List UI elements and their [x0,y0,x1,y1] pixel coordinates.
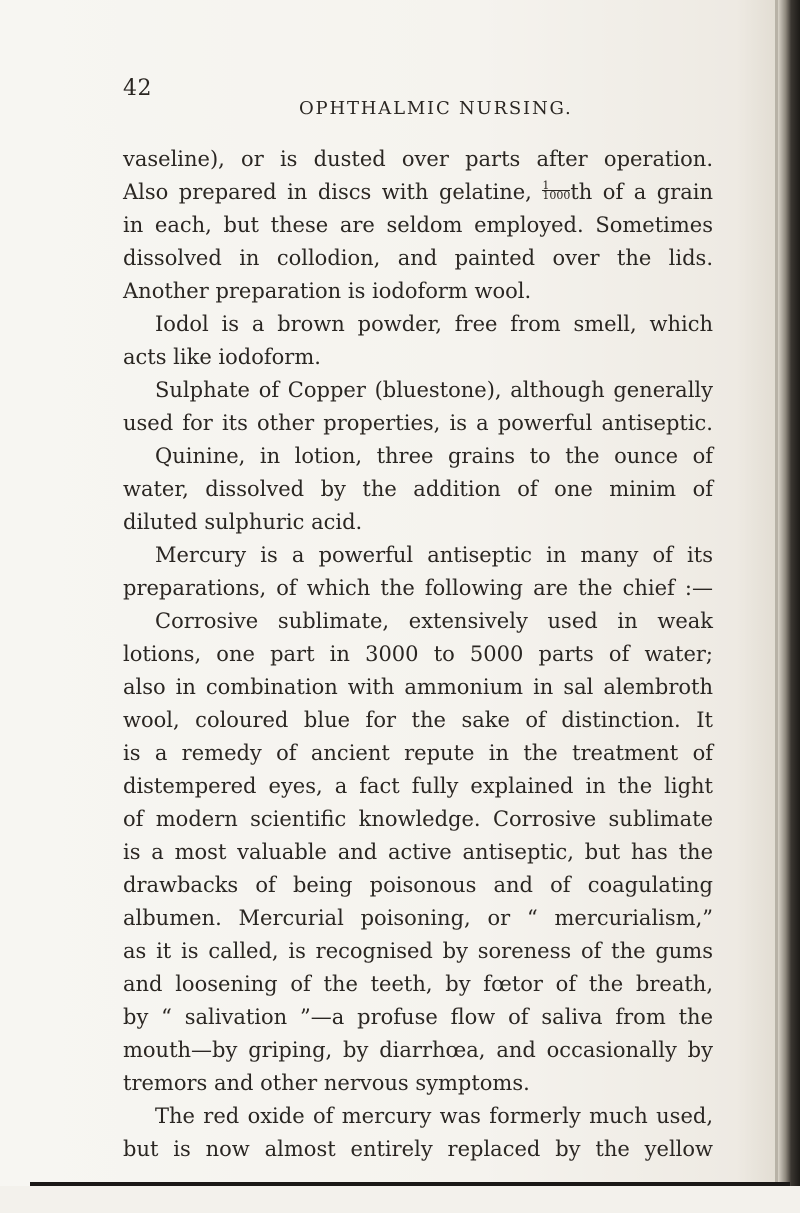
text-line: wool, coloured blue for the sake of distinction. It [123,708,713,732]
fraction-denominator: 1000 [542,189,571,202]
text-line: in each, but these are seldom employed. Sometimes [123,213,713,237]
text-line: but is now almost entirely replaced by the yellow [123,1137,713,1161]
text-line: is a most valuable and active antiseptic, but has the [123,840,713,864]
text-segment: th of a grain [570,180,713,204]
text-line: water, dissolved by the addition of one minim of [123,477,713,501]
running-head: OPHTHALMIC NURSING. [299,98,573,119]
book-binding-edge [778,0,800,1213]
text-line: and loosening of the teeth, by fœtor of the breath, [123,972,713,996]
text-line: Sulphate of Copper (bluestone), although generally [155,378,713,402]
text-line: Iodol is a brown powder, free from smell, which [155,312,713,336]
page-bottom-margin [0,1186,800,1213]
text-line: diluted sulphuric acid. [123,510,363,534]
text-line: preparations, of which the following are the chief :— [123,576,713,600]
text-line: is a remedy of ancient repute in the treatment of [123,741,713,765]
text-line [123,176,713,209]
fraction-numerator: 1 [542,179,550,192]
text-line: as it is called, is recognised by soreness of the gums [123,939,713,963]
text-line: albumen. Mercurial poisoning, or “ mercurialism,” [123,906,713,930]
text-line: drawbacks of being poisonous and of coagulating [123,873,713,897]
text-segment: Also prepared in discs with gelatine, [123,180,543,204]
text-line: used for its other properties, is a powerful antiseptic. [123,411,713,435]
text-line: by “ salivation ”—a profuse flow of saliva from the [123,1005,713,1029]
text-line: also in combination with ammonium in sal alembroth [123,675,713,699]
text-line: The red oxide of mercury was formerly much used, [155,1104,713,1128]
text-line: dissolved in collodion, and painted over the lids. [123,246,713,270]
text-line: acts like iodoform. [123,345,321,369]
text-line: Corrosive sublimate, extensively used in weak [155,609,713,633]
text-line: Quinine, in lotion, three grains to the ounce of [155,444,713,468]
text-line: Another preparation is iodoform wool. [123,279,532,303]
text-line: of modern scientific knowledge. Corrosive sublimate [123,807,713,831]
page-gutter-shadow [775,0,778,1213]
text-line: mouth—by griping, by diarrhœa, and occasionally by [123,1038,713,1062]
text-line: distempered eyes, a fact fully explained in the light [123,774,713,798]
text-line: lotions, one part in 3000 to 5000 parts of water; [123,642,713,666]
text-line: Mercury is a powerful antiseptic in many of its [155,543,713,567]
text-line: tremors and other nervous symptoms. [123,1071,530,1095]
fraction [542,181,570,201]
text-line: vaseline), or is dusted over parts after operation. [123,147,713,171]
page-number: 42 [123,76,152,101]
